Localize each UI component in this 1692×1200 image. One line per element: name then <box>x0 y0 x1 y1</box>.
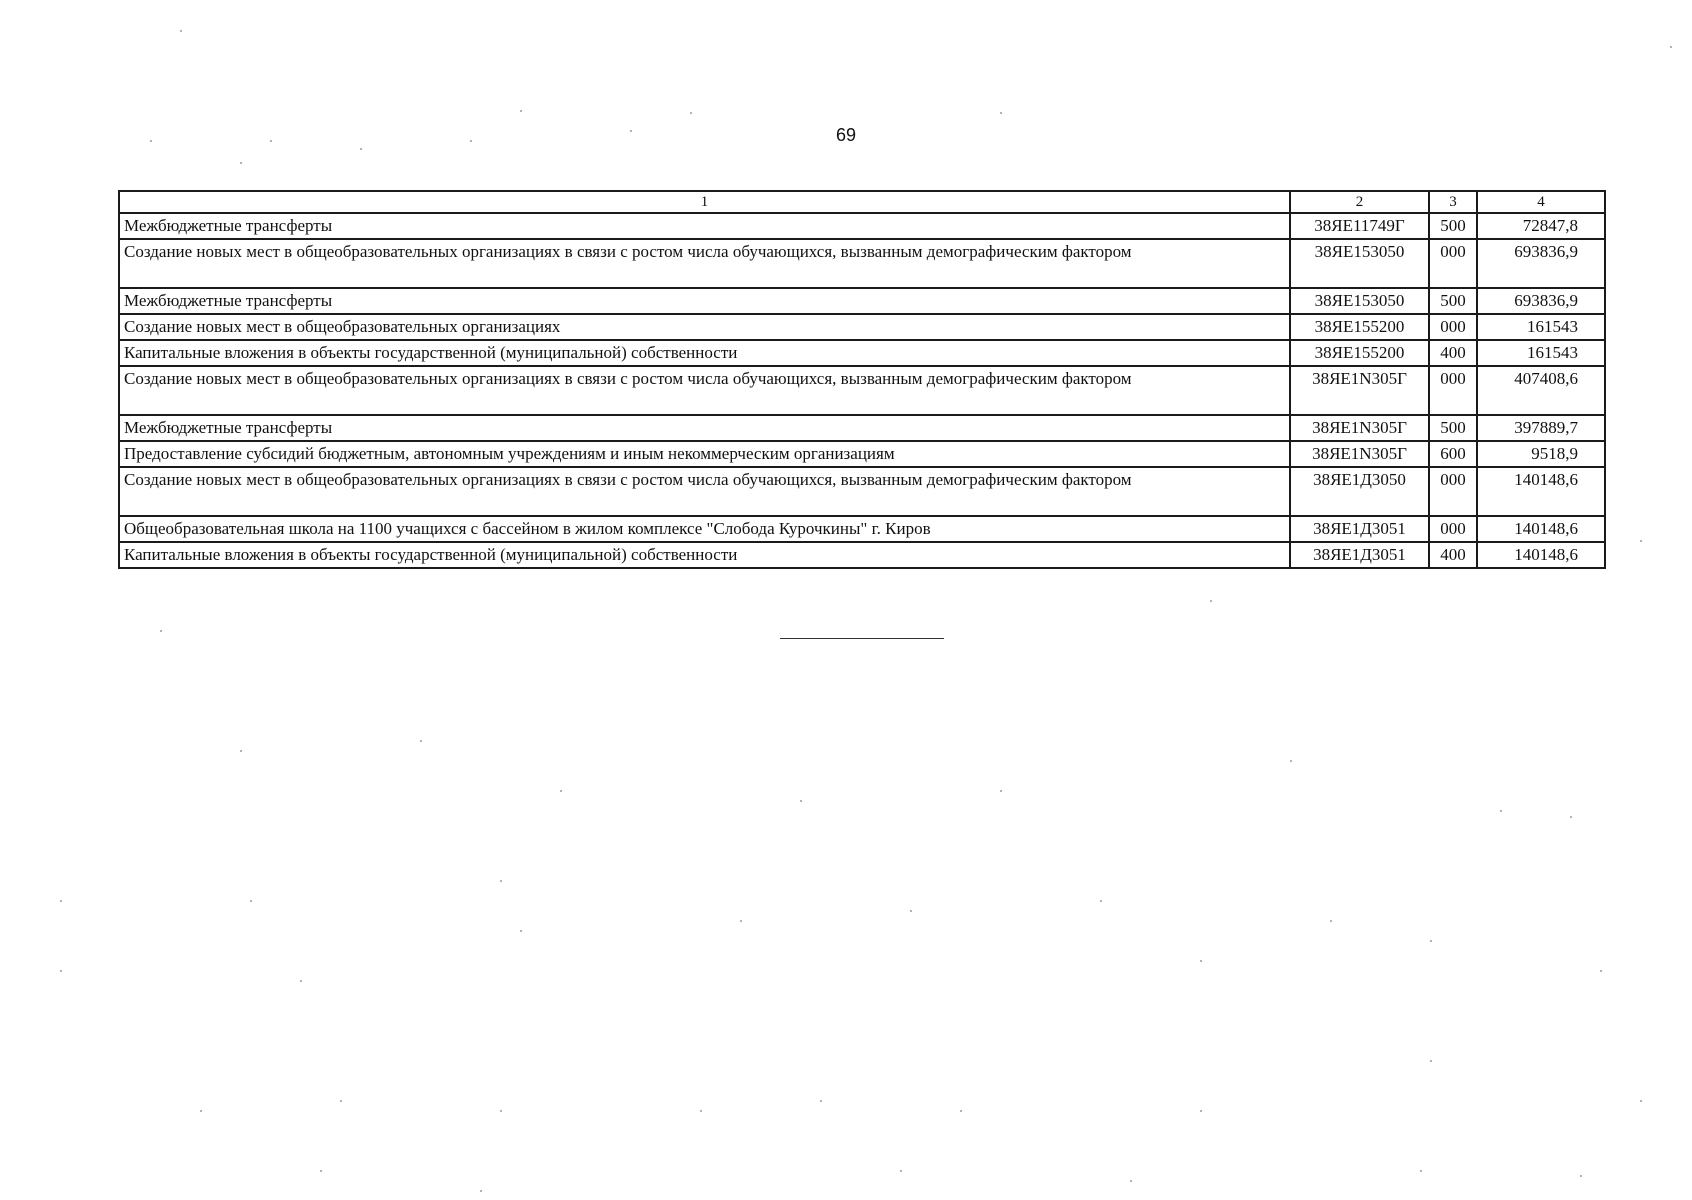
scan-speck <box>240 750 242 752</box>
cell-amount: 407408,6 <box>1477 366 1605 415</box>
cell-amount: 140148,6 <box>1477 542 1605 568</box>
scan-speck <box>340 1100 342 1102</box>
scan-speck <box>1130 1180 1132 1182</box>
scan-speck <box>1430 1060 1432 1062</box>
scan-speck <box>270 140 272 142</box>
cell-code: 38ЯЕ153050 <box>1290 288 1429 314</box>
scan-speck <box>1000 112 1002 114</box>
scan-speck <box>1500 810 1502 812</box>
table-row <box>119 213 1605 239</box>
cell-type: 600 <box>1429 441 1477 467</box>
table-row <box>119 340 1605 366</box>
cell-code: 38ЯЕ11749Г <box>1290 213 1429 239</box>
scan-speck <box>520 930 522 932</box>
cell-code: 38ЯЕ153050 <box>1290 239 1429 288</box>
header-col-3: 3 <box>1429 191 1477 213</box>
table-row <box>119 239 1605 288</box>
scan-speck <box>630 130 632 132</box>
bottom-divider <box>780 638 944 639</box>
scan-speck <box>150 140 152 142</box>
scan-speck <box>1640 1100 1642 1102</box>
scan-speck <box>300 980 302 982</box>
budget-table <box>118 190 1606 569</box>
scan-speck <box>1100 900 1102 902</box>
cell-amount: 693836,9 <box>1477 288 1605 314</box>
table-row <box>119 314 1605 340</box>
cell-name: Капитальные вложения в объекты государственной (муниципальной) собственности <box>119 542 1290 568</box>
scan-speck <box>820 1100 822 1102</box>
scan-speck <box>240 162 242 164</box>
scan-speck <box>160 630 162 632</box>
cell-code: 38ЯЕ155200 <box>1290 340 1429 366</box>
cell-name: Межбюджетные трансферты <box>119 288 1290 314</box>
scan-speck <box>520 110 522 112</box>
cell-name: Создание новых мест в общеобразовательных организациях в связи с ростом числа обучающихся, вызванным демографическим фактором <box>119 366 1290 415</box>
header-col-2: 2 <box>1290 191 1429 213</box>
table-row <box>119 516 1605 542</box>
cell-amount: 397889,7 <box>1477 415 1605 441</box>
header-col-4: 4 <box>1477 191 1605 213</box>
cell-name: Создание новых мест в общеобразовательных организациях в связи с ростом числа обучающихся, вызванным демографическим фактором <box>119 467 1290 516</box>
cell-amount: 161543 <box>1477 340 1605 366</box>
cell-code: 38ЯЕ1Д3051 <box>1290 542 1429 568</box>
cell-type: 500 <box>1429 288 1477 314</box>
table-row <box>119 467 1605 516</box>
cell-type: 000 <box>1429 314 1477 340</box>
cell-code: 38ЯЕ155200 <box>1290 314 1429 340</box>
cell-amount: 72847,8 <box>1477 213 1605 239</box>
cell-code: 38ЯЕ1Д3051 <box>1290 516 1429 542</box>
cell-type: 000 <box>1429 467 1477 516</box>
scan-speck <box>900 1170 902 1172</box>
scan-speck <box>320 1170 322 1172</box>
scan-speck <box>500 880 502 882</box>
scan-speck <box>960 1110 962 1112</box>
cell-type: 500 <box>1429 415 1477 441</box>
scan-speck <box>470 140 472 142</box>
cell-name: Предоставление субсидий бюджетным, автономным учреждениям и иным некоммерческим организациям <box>119 441 1290 467</box>
cell-type: 400 <box>1429 542 1477 568</box>
scan-speck <box>560 790 562 792</box>
scan-speck <box>1200 960 1202 962</box>
scan-speck <box>1330 920 1332 922</box>
scan-speck <box>1600 970 1602 972</box>
scan-speck <box>1640 540 1642 542</box>
scan-speck <box>800 800 802 802</box>
cell-name: Межбюджетные трансферты <box>119 213 1290 239</box>
cell-code: 38ЯЕ1N305Г <box>1290 366 1429 415</box>
cell-name: Создание новых мест в общеобразовательных организациях в связи с ростом числа обучающихся, вызванным демографическим фактором <box>119 239 1290 288</box>
cell-type: 500 <box>1429 213 1477 239</box>
scan-speck <box>1200 1110 1202 1112</box>
table-row <box>119 542 1605 568</box>
table-row <box>119 441 1605 467</box>
scan-speck <box>60 900 62 902</box>
scan-speck <box>1570 816 1572 818</box>
scan-speck <box>1000 790 1002 792</box>
cell-code: 38ЯЕ1N305Г <box>1290 415 1429 441</box>
scan-speck <box>60 970 62 972</box>
scan-speck <box>360 148 362 150</box>
table-body <box>119 213 1605 568</box>
cell-code: 38ЯЕ1Д3050 <box>1290 467 1429 516</box>
cell-code: 38ЯЕ1N305Г <box>1290 441 1429 467</box>
cell-type: 000 <box>1429 239 1477 288</box>
cell-type: 000 <box>1429 366 1477 415</box>
cell-amount: 140148,6 <box>1477 467 1605 516</box>
scan-speck <box>740 920 742 922</box>
cell-name: Межбюджетные трансферты <box>119 415 1290 441</box>
scan-speck <box>700 1110 702 1112</box>
cell-name: Создание новых мест в общеобразовательных организациях <box>119 314 1290 340</box>
cell-name: Капитальные вложения в объекты государственной (муниципальной) собственности <box>119 340 1290 366</box>
scan-speck <box>1430 940 1432 942</box>
table-header-row <box>119 191 1605 213</box>
scan-speck <box>1290 760 1292 762</box>
scan-speck <box>1580 1175 1582 1177</box>
scan-speck <box>200 1110 202 1112</box>
scan-speck <box>1210 600 1212 602</box>
cell-amount: 9518,9 <box>1477 441 1605 467</box>
scan-speck <box>480 1190 482 1192</box>
scan-speck <box>910 910 912 912</box>
header-col-1: 1 <box>119 191 1290 213</box>
scan-speck <box>420 740 422 742</box>
cell-amount: 140148,6 <box>1477 516 1605 542</box>
table-row <box>119 288 1605 314</box>
page-number: 69 <box>835 125 857 145</box>
table-row <box>119 366 1605 415</box>
cell-name: Общеобразовательная школа на 1100 учащихся с бассейном в жилом комплексе "Слобода Курочкины" г. Киров <box>119 516 1290 542</box>
scan-speck <box>500 1110 502 1112</box>
scan-speck <box>180 30 182 32</box>
cell-amount: 693836,9 <box>1477 239 1605 288</box>
scan-speck <box>1670 46 1672 48</box>
cell-amount: 161543 <box>1477 314 1605 340</box>
scan-speck <box>1420 1170 1422 1172</box>
table-row <box>119 415 1605 441</box>
scan-speck <box>250 900 252 902</box>
cell-type: 000 <box>1429 516 1477 542</box>
scan-speck <box>690 112 692 114</box>
cell-type: 400 <box>1429 340 1477 366</box>
